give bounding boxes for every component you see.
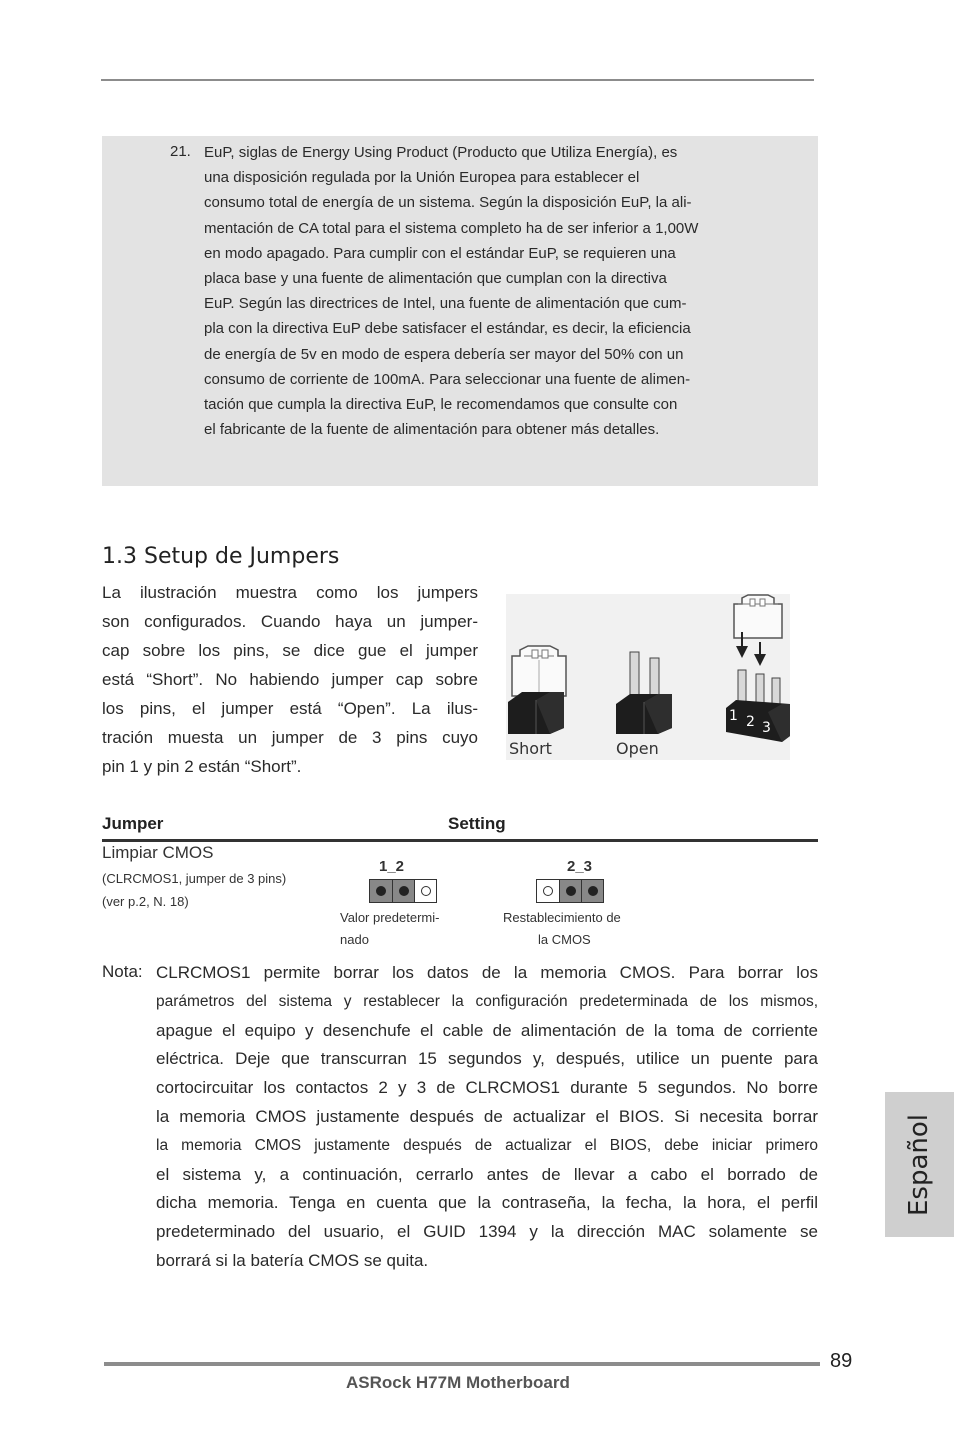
intro-line: está “Short”. No habiendo jumper cap sobre — [102, 670, 478, 689]
nota-line: apague el equipo y desenchufe el cable de alimentación de la toma de corriente — [156, 1020, 818, 1040]
jumper-name: Limpiar CMOS — [102, 843, 214, 862]
note-line: EuP, siglas de Energy Using Product (Producto que Utiliza Energía), es — [204, 144, 678, 161]
setting-caption-1-2: Valor predetermi- — [340, 910, 440, 925]
setting-caption-1-2-cont: nado — [340, 932, 369, 947]
note-line: placa base y una fuente de alimentación que cumplan con la directiva — [204, 269, 667, 287]
nota-line: parámetros del sistema y restablecer la configuración predeterminada de los mismos, — [156, 992, 818, 1010]
note-line: consumo total de energía de un sistema. Según la disposición EuP, la ali- — [204, 194, 692, 212]
pin-shorted — [392, 880, 414, 902]
note-line: una disposición regulada por la Unión Europea para establecer el — [204, 169, 640, 187]
open-pins — [630, 652, 659, 700]
setting-caption-2-3: Restablecimiento de — [503, 910, 621, 925]
section-title: 1.3 Setup de Jumpers — [102, 544, 340, 569]
pin-diagram-2-3 — [536, 879, 604, 903]
nota-line: cortocircuitar los contactos 2 y 3 de CLRCMOS1 durante 5 segundos. No borre — [156, 1078, 818, 1098]
table-header-rule — [102, 839, 818, 842]
open-label: Open — [616, 739, 659, 758]
pin-open — [537, 880, 559, 902]
pin-shorted — [581, 880, 603, 902]
pin-number-3: 3 — [762, 720, 771, 736]
nota-line: predeterminado del usuario, el GUID 1394 y la dirección MAC solamente se — [156, 1222, 818, 1242]
footer-rule — [104, 1362, 820, 1366]
jumper-reference: (ver p.2, N. 18) — [102, 894, 189, 909]
nota-line: dicha memoria. Tenga en cuenta que la contraseña, la fecha, la hora, el perfil — [156, 1193, 818, 1213]
nota-line: el sistema y, a continuación, cerrarlo antes de llevar a cabo el borrado de — [156, 1164, 818, 1184]
short-header-base — [508, 692, 564, 734]
intro-line: los pins, el jumper está “Open”. La ilus- — [102, 699, 478, 718]
note-number: 21. — [170, 143, 191, 160]
intro-paragraph — [102, 580, 478, 783]
pin-number-2: 2 — [746, 714, 755, 730]
short-jumper-cap — [512, 646, 566, 696]
note-line: tación que cumpla la directiva EuP, le recomendamos que consulte con — [204, 395, 678, 413]
jumper-subtitle: (CLRCMOS1, jumper de 3 pins) — [102, 871, 287, 886]
three-pin-cap — [734, 595, 782, 638]
note-line: mentación de CA total para el sistema completo ha de ser inferior a 1,00W — [204, 219, 699, 237]
intro-line: La ilustración muestra como los jumpers — [102, 583, 478, 602]
intro-line: cap sobre los pins, se dice gue el jumper — [102, 641, 478, 660]
note-line: EuP. Según las directrices de Intel, una fuente de alimentación que cum- — [204, 295, 687, 313]
short-label: Short — [509, 739, 552, 758]
nota-line: la memoria CMOS justamente después de actualizar el BIOS, debe iniciar primero — [156, 1136, 818, 1154]
pin-shorted — [559, 880, 581, 902]
jumper-illustration — [506, 594, 790, 760]
top-rule — [101, 79, 814, 81]
pin-shorted — [370, 880, 392, 902]
nota-paragraph — [156, 962, 818, 1279]
nota-line: la memoria CMOS justamente después de actualizar el BIOS. Si necesita borrar — [156, 1106, 818, 1126]
open-header-base — [616, 694, 672, 734]
language-tab-label: Español — [904, 1113, 935, 1216]
note-line: pla con la directiva EuP debe satisfacer el estándar, es decir, la eficiencia — [204, 320, 691, 338]
eup-note-text — [204, 143, 764, 445]
language-tab — [885, 1092, 954, 1237]
intro-line: pin 1 y pin 2 están “Short”. — [102, 757, 302, 776]
nota-label: Nota: — [102, 962, 143, 981]
setting-label-2-3: 2_3 — [567, 858, 593, 875]
down-arrow-icon — [754, 642, 766, 666]
page-number: 89 — [830, 1350, 853, 1372]
nota-line: eléctrica. Deje que transcurran 15 segundos y, después, utilice un puente para — [156, 1049, 818, 1069]
note-line: consumo de corriente de 100mA. Para seleccionar una fuente de alimen- — [204, 370, 691, 388]
jumper-illustration-svg — [506, 594, 790, 760]
intro-line: tración muesta un jumper de 3 pins cuyo — [102, 728, 478, 747]
note-line: el fabricante de la fuente de alimentación para obtener más detalles. — [204, 421, 660, 439]
pin-diagram-1-2 — [369, 879, 437, 903]
pin-open — [414, 880, 436, 902]
setting-caption-2-3-cont: la CMOS — [538, 932, 591, 947]
nota-line: CLRCMOS1 permite borrar los datos de la memoria CMOS. Para borrar los — [156, 963, 818, 982]
note-line: en modo apagado. Para cumplir con el estándar EuP, se requieren una — [204, 244, 676, 262]
pin-number-1: 1 — [729, 708, 738, 724]
column-header-jumper: Jumper — [102, 814, 164, 833]
intro-line: son configurados. Cuando haya un jumper- — [102, 612, 478, 631]
footer-title: ASRock H77M Motherboard — [346, 1373, 570, 1392]
note-line: de energía de 5v en modo de espera debería ser mayor del 50% con un — [204, 345, 684, 363]
setting-label-1-2: 1_2 — [379, 858, 405, 875]
column-header-setting: Setting — [448, 814, 506, 833]
nota-line: borrará si la batería CMOS se quita. — [156, 1250, 429, 1270]
